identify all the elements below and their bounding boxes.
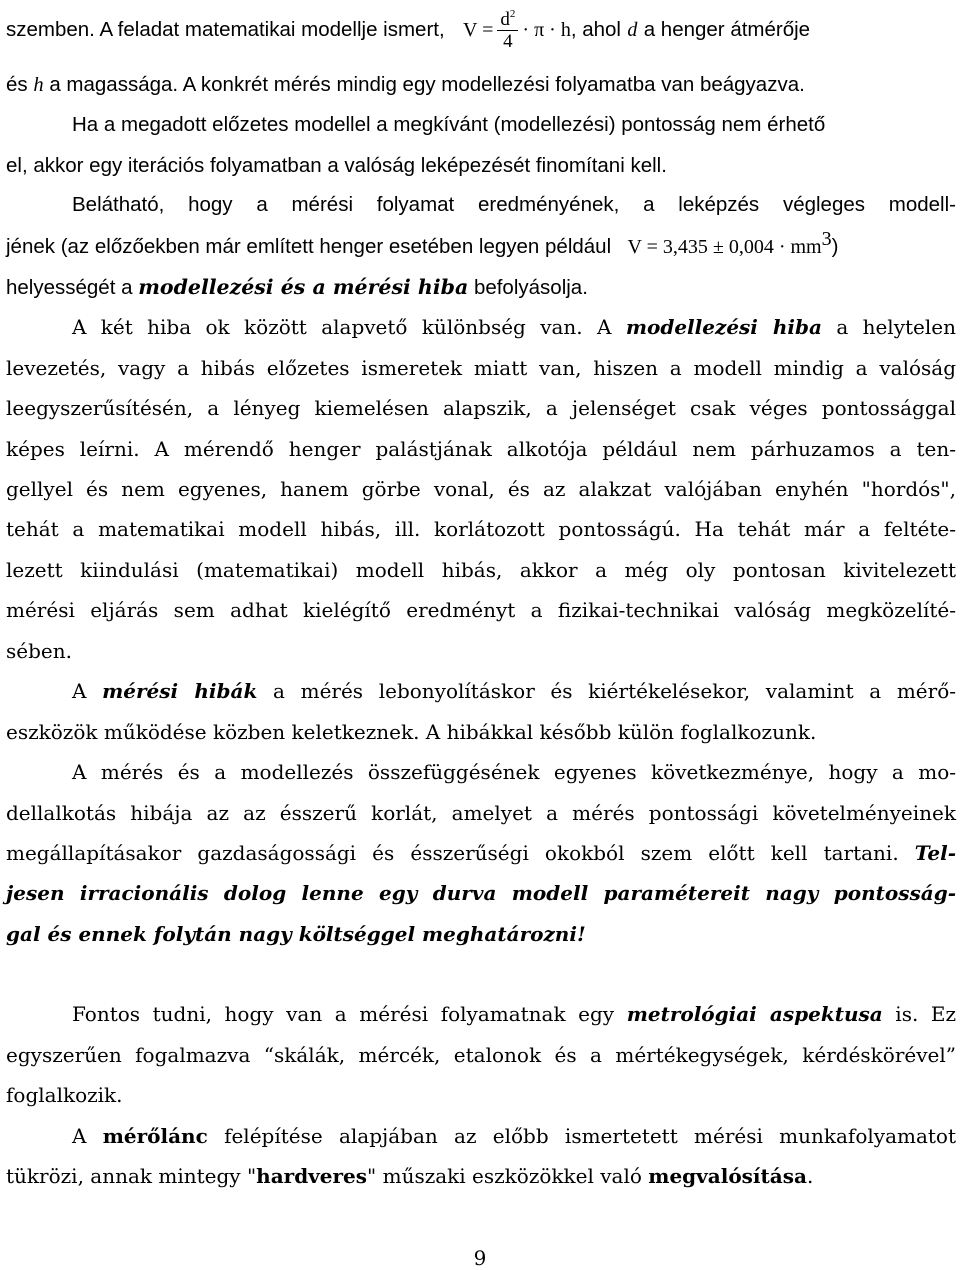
numerator-exponent: 2 — [509, 8, 516, 20]
text-line — [6, 228, 956, 260]
volume-formula: V = 3,435 ± 0,004 · mm — [627, 236, 822, 258]
text-line: Belátható, hogy a mérési folyamat eredményének, a leképzés végleges modell- — [72, 193, 956, 216]
text-line: A mérés és a modellezés összefüggésének egyenes következménye, hogy a mo- — [72, 760, 956, 784]
emphasis-text: hardveres — [256, 1164, 368, 1188]
text-line: mérési eljárás sem adhat kielégítő eredményt a fizikai-technikai valóság megközelíté- — [6, 598, 956, 622]
text-segment: felépítése alapjában az előbb ismertetett mérési munkafolyamatot — [224, 1124, 956, 1148]
text-segment: A — [72, 679, 87, 703]
text-line: foglalkozik. — [6, 1083, 123, 1107]
text-segment: megállapításakor gazdaságossági és ésszerűségi okokból szem előtt kell tartani. — [6, 841, 899, 865]
variable-h: h — [33, 74, 44, 96]
numerator-text: d — [500, 9, 510, 30]
text-segment: Fontos tudni, hogy van a mérési folyamatnak egy — [72, 1002, 615, 1026]
text-line: el, akkor egy iterációs folyamatban a valóság leképezését finomítani kell. — [6, 154, 667, 177]
text-line: lezett kiindulási (matematikai) modell hibás, akkor a még oly pontosan kivitelezett — [6, 558, 956, 582]
text-line: levezetés, vagy a hibás előzetes ismeretek miatt van, hiszen a modell mindig a valóság — [6, 356, 956, 380]
text-line — [6, 274, 956, 301]
emphasis-text: mérési hibák — [102, 679, 258, 703]
text-line — [72, 1001, 956, 1027]
emphasis-text: Tel- — [914, 841, 956, 865]
formula-rhs: · π · h — [522, 19, 571, 41]
text-line — [6, 10, 956, 51]
text-line: gellyel és nem egyenes, hanem görbe vonal, és az alakzat valójában enyhén "hordós", — [6, 477, 956, 501]
fraction-numerator — [497, 10, 518, 31]
emphasis-text: modellezési és a mérési hiba — [138, 275, 469, 299]
emphasis-line: gal és ennek folytán nagy költséggel meghatározni! — [6, 922, 586, 946]
page-number: 9 — [473, 1246, 487, 1270]
text-segment: helyességét a — [6, 276, 133, 299]
text-segment: jének (az előzőekben már említett henger esetében legyen például — [6, 235, 612, 258]
text-segment: tükrözi, annak mintegy " — [6, 1164, 257, 1188]
text-line: leegyszerűsítésén, a lényeg kiemelésen alapszik, a jelenséget csak véges pontossággal — [6, 396, 956, 420]
text-segment: is. Ez — [895, 1002, 957, 1026]
text-segment: a henger átmérője — [643, 18, 811, 41]
emphasis-text: megvalósítása — [648, 1164, 807, 1188]
text-line: dellalkotás hibája az az ésszerű korlát, amelyet a mérés pontossági követelményeinek — [6, 801, 956, 825]
text-line: képes leírni. A mérendő henger palástjának alkotója például nem párhuzamos a ten- — [6, 437, 956, 461]
formula-exponent: 3 — [821, 228, 832, 250]
formula-lhs: V = — [463, 19, 494, 41]
text-segment: szemben. A feladat matematikai modellje ismert, — [6, 18, 445, 41]
text-segment: a magassága. A konkrét mérés mindig egy modellezési folyamatba van beágyazva. — [49, 73, 805, 96]
text-line: tehát a matematikai modell hibás, ill. korlátozott pontosságú. Ha tehát már a feltéte- — [6, 517, 956, 541]
emphasis-text: modellezési hiba — [625, 315, 822, 339]
text-segment: A két hiba ok között alapvető különbség van. A — [72, 315, 612, 339]
text-segment: és — [6, 73, 28, 96]
text-line — [72, 678, 956, 704]
text-line — [6, 72, 956, 98]
emphasis-text: metrológiai aspektusa — [626, 1002, 883, 1026]
fraction-denominator: 4 — [503, 31, 513, 52]
text-line — [72, 1123, 956, 1149]
text-line: egyszerűen fogalmazva “skálák, mércék, etalonok és a mértékegységek, kérdéskörével” — [6, 1043, 956, 1067]
text-segment: ) — [831, 235, 839, 258]
text-line — [6, 840, 956, 866]
text-segment: . — [806, 1164, 814, 1188]
text-line — [72, 314, 956, 340]
text-segment: , ahol — [570, 18, 621, 41]
text-segment: a mérés lebonyolításkor és kiértékelésekor, valamint a mérő- — [273, 679, 957, 703]
text-segment: A — [72, 1124, 87, 1148]
text-segment: a helytelen — [836, 315, 956, 339]
text-segment: befolyásolja. — [473, 276, 588, 299]
variable-d: d — [627, 19, 638, 41]
text-line: Ha a megadott előzetes modellel a megkívánt (modellezési) pontosság nem érhető — [72, 113, 826, 136]
text-line — [6, 1163, 956, 1189]
emphasis-line: jesen irracionális dolog lenne egy durva modell paramétereit nagy pontosság- — [6, 881, 956, 905]
text-line: eszközök működése közben keletkeznek. A hibákkal később külön foglalkozunk. — [6, 720, 817, 744]
text-line: sében. — [6, 639, 72, 663]
formula-fraction — [497, 10, 518, 51]
text-segment: " műszaki eszközökkel való — [367, 1164, 642, 1188]
emphasis-text: mérőlánc — [102, 1124, 208, 1148]
